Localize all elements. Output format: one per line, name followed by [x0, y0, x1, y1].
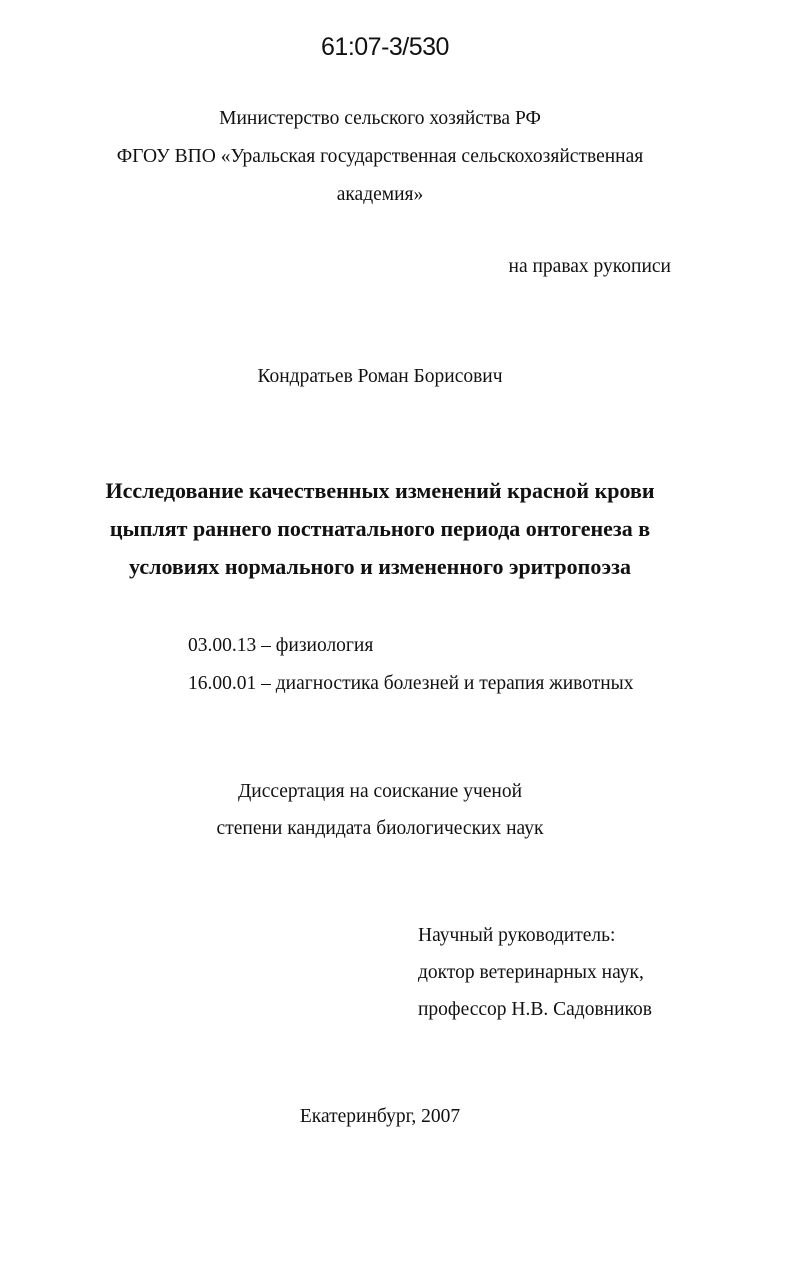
rights-note: на правах рукописи [508, 256, 671, 277]
specialty-physiology: 03.00.13 – физиология [188, 635, 374, 656]
specialty-diagnostics: 16.00.01 – диагностика болезней и терапия животных [188, 673, 634, 694]
institution-name-line2: академия» [336, 184, 424, 205]
supervisor-label: Научный руководитель: [418, 925, 616, 946]
city-year: Екатеринбург, 2007 [299, 1106, 461, 1127]
dissertation-degree-line1: Диссертация на соискание ученой [237, 781, 523, 802]
ministry-name: Министерство сельского хозяйства РФ [219, 108, 541, 129]
author-name: Кондратьев Роман Борисович [257, 366, 503, 387]
catalog-number: 61:07-3/530 [321, 33, 449, 61]
supervisor-degree: доктор ветеринарных наук, [418, 962, 644, 983]
dissertation-degree-line2: степени кандидата биологических наук [216, 818, 544, 839]
title-line-3: условиях нормального и измененного эритропоэза [129, 554, 631, 579]
title-line-2: цыплят раннего постнатального периода онтогенеза в [109, 516, 651, 541]
institution-name-line1: ФГОУ ВПО «Уральская государственная сельскохозяйственная [116, 146, 644, 167]
dissertation-title [0, 472, 760, 586]
supervisor-name: профессор Н.В. Садовников [418, 999, 652, 1020]
title-line-1: Исследование качественных изменений красной крови [105, 478, 655, 503]
